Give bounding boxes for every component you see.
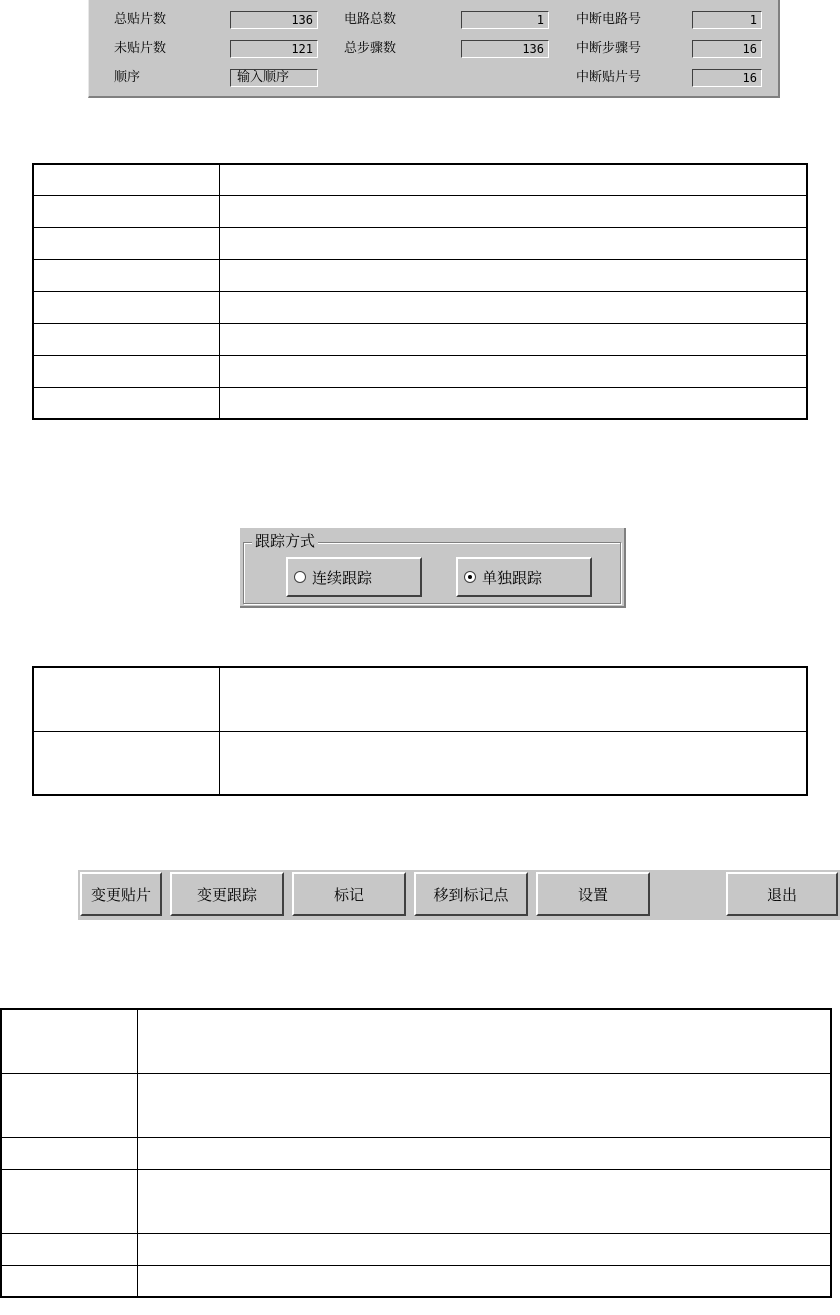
total-steps-field: 136	[461, 40, 549, 58]
radio-off-icon	[294, 571, 306, 583]
table-row	[1, 1137, 831, 1169]
info-description-table	[32, 163, 808, 420]
settings-button[interactable]: 设置	[536, 872, 650, 916]
exit-button[interactable]: 退出	[726, 872, 838, 916]
move-to-mark-button[interactable]: 移到标记点	[414, 872, 528, 916]
table-row	[33, 164, 807, 195]
single-tracking-label: 单独跟踪	[482, 568, 543, 587]
total-steps-label: 总步骤数	[344, 41, 397, 56]
table-row	[33, 195, 807, 227]
table-row	[33, 667, 807, 731]
break-step-field: 16	[692, 40, 762, 58]
mark-button[interactable]: 标记	[292, 872, 406, 916]
radio-on-icon	[464, 571, 476, 583]
unplaced-chips-label: 未贴片数	[114, 41, 167, 56]
tracking-description-table	[32, 666, 808, 796]
total-chips-field: 136	[230, 11, 318, 29]
table-row	[33, 323, 807, 355]
break-chip-label: 中断贴片号	[576, 70, 642, 85]
change-tracking-button[interactable]: 变更跟踪	[170, 872, 284, 916]
table-row	[1, 1009, 831, 1073]
order-field: 输入顺序	[230, 69, 318, 87]
break-chip-field: 16	[692, 69, 762, 87]
break-step-label: 中断步骤号	[576, 41, 642, 56]
break-circuit-field: 1	[692, 11, 762, 29]
table-row	[1, 1073, 831, 1137]
table-row	[33, 259, 807, 291]
tracking-legend: 跟踪方式	[252, 531, 318, 551]
change-chip-button[interactable]: 变更贴片	[80, 872, 162, 916]
table-row	[33, 387, 807, 419]
continuous-tracking-radio[interactable]	[286, 557, 422, 597]
order-label: 顺序	[114, 70, 141, 85]
break-circuit-label: 中断电路号	[576, 12, 642, 27]
table-row	[33, 227, 807, 259]
table-row	[1, 1233, 831, 1265]
table-row	[33, 291, 807, 323]
toolbar-description-table	[0, 1008, 832, 1298]
single-tracking-radio[interactable]	[456, 557, 592, 597]
table-row	[33, 355, 807, 387]
table-row	[1, 1265, 831, 1297]
total-circuits-field: 1	[461, 11, 549, 29]
unplaced-chips-field: 121	[230, 40, 318, 58]
total-chips-label: 总贴片数	[114, 12, 167, 27]
total-circuits-label: 电路总数	[344, 12, 397, 27]
table-row	[33, 731, 807, 795]
continuous-tracking-label: 连续跟踪	[312, 568, 373, 587]
info-panel	[88, 0, 780, 98]
table-row	[1, 1169, 831, 1233]
